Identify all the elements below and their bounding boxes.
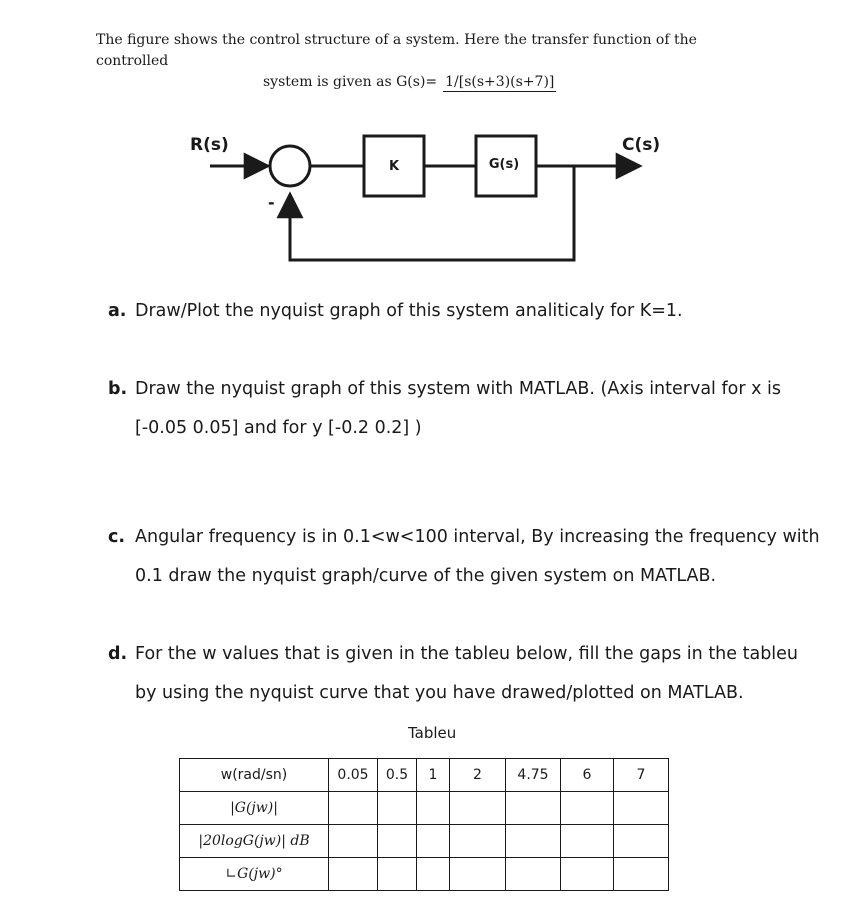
input-cell[interactable] <box>506 858 561 891</box>
question-d <box>108 635 828 713</box>
w-value-cell: 6 <box>561 759 614 792</box>
table-caption: Tableu <box>408 724 457 742</box>
values-table <box>179 758 669 891</box>
input-cell[interactable] <box>506 792 561 825</box>
input-cell[interactable] <box>450 825 506 858</box>
input-cell[interactable] <box>506 825 561 858</box>
question-b-label: b. <box>108 379 128 399</box>
table-row <box>180 792 669 825</box>
table-row <box>180 858 669 891</box>
input-cell[interactable] <box>417 858 450 891</box>
input-cell[interactable] <box>329 858 378 891</box>
input-cell[interactable] <box>561 792 614 825</box>
input-cell[interactable] <box>329 792 378 825</box>
input-cell[interactable] <box>561 858 614 891</box>
question-b-text-2: [-0.05 0.05] and for y [-0.2 0.2] ) <box>135 418 422 438</box>
input-cell[interactable] <box>450 792 506 825</box>
question-a <box>108 292 828 331</box>
question-c-text-2: 0.1 draw the nyquist graph/curve of the given system on MATLAB. <box>135 566 717 586</box>
input-label: R(s) <box>190 135 229 155</box>
table-header-row <box>180 759 669 792</box>
row-label-magnitude: |G(jw)| <box>180 792 329 825</box>
w-value-cell: 7 <box>614 759 669 792</box>
output-label: C(s) <box>622 135 661 155</box>
row-label-db: |20logG(jw)| dB <box>180 825 329 858</box>
w-value-cell: 1 <box>417 759 450 792</box>
input-cell[interactable] <box>450 858 506 891</box>
input-cell[interactable] <box>378 792 417 825</box>
input-cell[interactable] <box>614 792 669 825</box>
transfer-function: 1/[s(s+3)(s+7)] <box>445 74 555 90</box>
w-value-cell: 4.75 <box>506 759 561 792</box>
feedback-sign: - <box>268 193 275 212</box>
question-c-text-1: Angular frequency is in 0.1<w<100 interval, By increasing the frequency with <box>135 527 820 547</box>
intro-line-2-prefix: system is given as G(s)= <box>263 74 438 90</box>
question-d-text-2: by using the nyquist curve that you have drawed/plotted on MATLAB. <box>135 683 744 703</box>
question-a-label: a. <box>108 301 127 321</box>
question-d-text-1: For the w values that is given in the tableu below, fill the gaps in the tableu <box>135 644 799 664</box>
input-cell[interactable] <box>417 792 450 825</box>
input-cell[interactable] <box>417 825 450 858</box>
input-cell[interactable] <box>329 825 378 858</box>
question-d-label: d. <box>108 644 128 664</box>
input-cell[interactable] <box>378 825 417 858</box>
intro-line-1: The figure shows the control structure of a system. Here the transfer function of the controlled <box>96 32 697 69</box>
summing-junction <box>270 146 310 186</box>
question-b-text-1: Draw the nyquist graph of this system with MATLAB. (Axis interval for x is <box>135 379 781 399</box>
question-b <box>108 370 828 448</box>
question-c <box>108 518 828 596</box>
problem-intro <box>96 30 756 93</box>
intro-line-2 <box>96 72 756 93</box>
feedback-path <box>290 166 574 260</box>
row-label-phase: ∟G(jw)° <box>180 858 329 891</box>
input-cell[interactable] <box>614 825 669 858</box>
controller-label: K <box>388 159 400 174</box>
w-value-cell: 0.05 <box>329 759 378 792</box>
input-cell[interactable] <box>561 825 614 858</box>
block-diagram <box>0 120 864 270</box>
input-cell[interactable] <box>614 858 669 891</box>
table-row <box>180 825 669 858</box>
question-a-text: Draw/Plot the nyquist graph of this system analiticaly for K=1. <box>135 301 683 321</box>
w-value-cell: 2 <box>450 759 506 792</box>
input-cell[interactable] <box>378 858 417 891</box>
header-cell-w: w(rad/sn) <box>180 759 329 792</box>
plant-label: G(s) <box>488 157 520 172</box>
question-c-label: c. <box>108 527 126 547</box>
w-value-cell: 0.5 <box>378 759 417 792</box>
